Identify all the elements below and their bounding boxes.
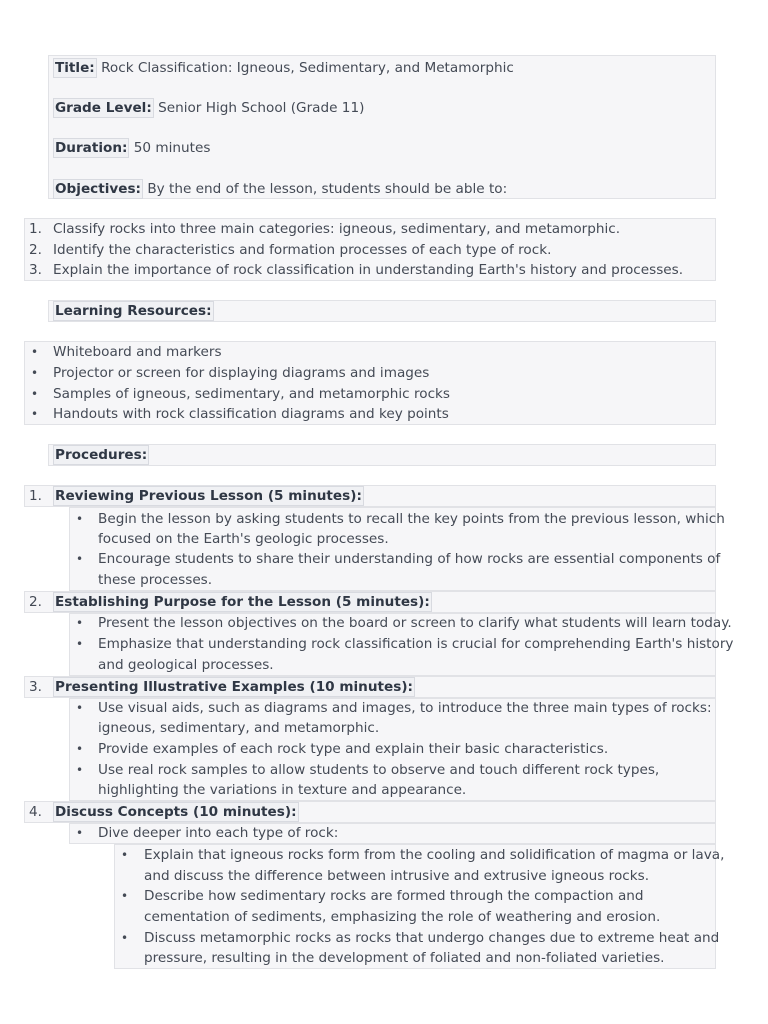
bullet-icon: • — [31, 345, 39, 359]
bullet-icon: • — [121, 848, 129, 862]
objective-number: 3. — [29, 262, 42, 278]
step-bullet-line: these processes. — [98, 572, 213, 588]
title-label: Title: — [55, 60, 95, 76]
sub-bullet-line: pressure, resulting in the development of foliated and non-foliated varieties. — [144, 950, 665, 966]
step-bullet-line: Use real rock samples to allow students to observe and touch different rock types, — [98, 762, 660, 778]
bullet-icon: • — [31, 366, 39, 380]
bullet-icon: • — [76, 512, 84, 526]
step-bullet-line: highlighting the variations in texture and appearance. — [98, 782, 467, 798]
resource-item: Samples of igneous, sedimentary, and metamorphic rocks — [53, 386, 451, 402]
step-bullet-line: Provide examples of each rock type and explain their basic characteristics. — [98, 741, 609, 757]
step-number: 4. — [29, 804, 42, 820]
procedures-heading — [53, 445, 149, 465]
bullet-icon: • — [121, 931, 129, 945]
step-title — [53, 802, 299, 822]
objective-item: Explain the importance of rock classification in understanding Earth's history and processes. — [53, 262, 684, 278]
bullet-icon: • — [76, 826, 84, 840]
title-value: Rock Classification: Igneous, Sedimentary, and Metamorphic — [101, 60, 514, 76]
grade-label: Grade Level: — [55, 100, 152, 116]
objectives-line — [53, 179, 507, 199]
bullet-icon: • — [76, 701, 84, 715]
step-title-label: Presenting Illustrative Examples (10 minutes): — [55, 679, 413, 695]
step-bullet-line: Emphasize that understanding rock classification is crucial for comprehending Earth's history — [98, 636, 734, 652]
bullet-icon: • — [76, 742, 84, 756]
step-title — [53, 592, 432, 612]
resources-heading — [53, 301, 214, 321]
step-number: 3. — [29, 679, 42, 695]
bullet-icon: • — [76, 552, 84, 566]
step-title-label: Reviewing Previous Lesson (5 minutes): — [55, 488, 362, 504]
objectives-value: By the end of the lesson, students should be able to: — [147, 181, 508, 197]
objectives-label: Objectives: — [55, 181, 141, 197]
bullet-icon: • — [76, 763, 84, 777]
resources-heading-label: Learning Resources: — [55, 303, 212, 319]
sub-bullet-line: Describe how sedimentary rocks are formed through the compaction and — [144, 888, 644, 904]
procedures-heading-label: Procedures: — [55, 447, 148, 463]
bullet-icon: • — [31, 387, 39, 401]
sub-bullet-line: Explain that igneous rocks form from the cooling and solidification of magma or lava, — [144, 847, 725, 863]
duration-line — [53, 138, 210, 158]
step-number: 1. — [29, 488, 42, 504]
resource-item: Whiteboard and markers — [53, 344, 222, 360]
step-title-label: Establishing Purpose for the Lesson (5 minutes): — [55, 594, 430, 610]
duration-value: 50 minutes — [133, 140, 211, 156]
step-bullet-line: Dive deeper into each type of rock: — [98, 825, 339, 841]
step-bullet-line: focused on the Earth's geologic processes. — [98, 531, 389, 547]
step-bullet-line: Begin the lesson by asking students to recall the key points from the previous lesson, which — [98, 511, 725, 527]
sub-bullet-line: and discuss the difference between intrusive and extrusive igneous rocks. — [144, 868, 650, 884]
sub-bullet-line: cementation of sediments, emphasizing the role of weathering and erosion. — [144, 909, 661, 925]
step-bullet-line: igneous, sedimentary, and metamorphic. — [98, 720, 380, 736]
objective-item: Identify the characteristics and formation processes of each type of rock. — [53, 242, 552, 258]
title-line — [53, 58, 514, 78]
step-number: 2. — [29, 594, 42, 610]
step-bullet-line: and geological processes. — [98, 657, 274, 673]
resource-item: Handouts with rock classification diagrams and key points — [53, 406, 449, 422]
step-bullet-line: Use visual aids, such as diagrams and images, to introduce the three main types of rocks: — [98, 700, 712, 716]
bullet-icon: • — [121, 889, 129, 903]
step-title — [53, 677, 415, 697]
bullet-icon: • — [31, 407, 39, 421]
objective-number: 1. — [29, 221, 42, 237]
step-bullet-line: Present the lesson objectives on the board or screen to clarify what students will learn today. — [98, 615, 732, 631]
grade-value: Senior High School (Grade 11) — [158, 100, 365, 116]
duration-label: Duration: — [55, 140, 128, 156]
step-title-label: Discuss Concepts (10 minutes): — [55, 804, 297, 820]
bullet-icon: • — [76, 637, 84, 651]
objective-item: Classify rocks into three main categories: igneous, sedimentary, and metamorphic. — [53, 221, 621, 237]
bullet-icon: • — [76, 616, 84, 630]
sub-bullet-line: Discuss metamorphic rocks as rocks that undergo changes due to extreme heat and — [144, 930, 720, 946]
step-title — [53, 486, 364, 506]
step-bullet-line: Encourage students to share their understanding of how rocks are essential components of — [98, 551, 721, 567]
objective-number: 2. — [29, 242, 42, 258]
grade-line — [53, 98, 364, 118]
resource-item: Projector or screen for displaying diagrams and images — [53, 365, 430, 381]
